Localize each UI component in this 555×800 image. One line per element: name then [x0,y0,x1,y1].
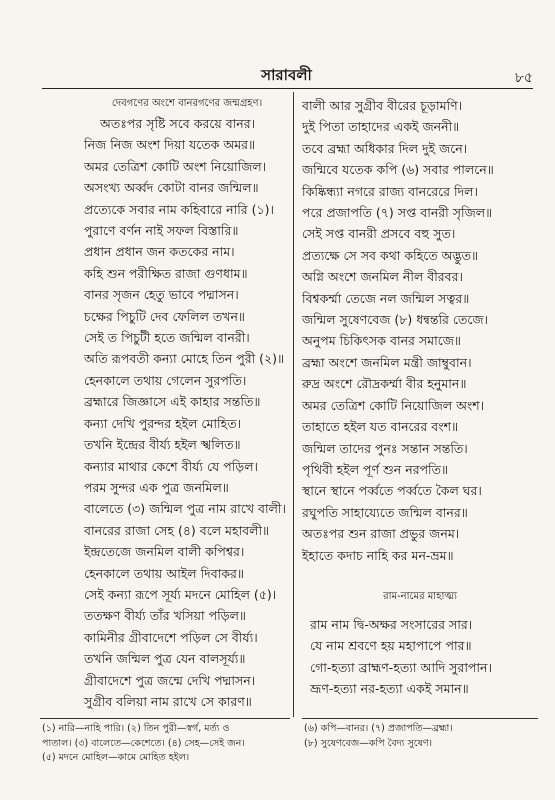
verse-line: তবে ব্রহ্মা অধিকার দিল দুই জনে। [302,140,468,156]
footnote-line: (৫) মদনে মোহিল—কামে মোহিত হইল। [42,752,190,763]
verse-line: চক্ষের পিচুটি দেব ফেলিল তখন॥ [84,308,245,324]
verse-line: কামিনীর গ্রীবাদেশে পড়িল সে বীর্য্য। [84,629,258,645]
verse-line: কন্যার মাথার কেশে বীর্য্য যে পড়িল। [84,458,258,474]
verse-line: জন্মিবে যতেক কপি (৬) সবার পালনে॥ [302,162,494,178]
right-column [302,95,538,700]
verse-line: পরম সুন্দর এক পুত্র জনমিল॥ [84,479,229,495]
verse-line: ইহাতে কদাচ নাহি কর মন-ভ্রম॥ [302,547,454,563]
footnote-line: (১) নারি—নাহি পারি। (২) তিন পুরী—স্বর্গ, মর্ত্য ও [42,723,230,734]
verse-line: হেনকালে তথায় গেলেন সুরপতি। [84,372,247,388]
verse-line: প্রধান প্রধান জন কতকের নাম। [84,244,235,260]
verse-line: প্রত্যক্ষে সে সব কথা কহিতে অদ্ভুত॥ [302,247,479,263]
verse-line: স্থানে স্থানে পর্ব্বতে পর্ব্বতে কৈল ঘর। [302,483,482,499]
verse-line: সেই কন্যা রূপে সূর্য্য মদনে মোহিল (৫)। [84,586,277,602]
verse-line: কিষ্কিন্ধ্যা নগরে রাজ্য বানরেরে দিল। [302,183,478,199]
verse-line: নিজ নিজ অংশ দিয়া যতেক অমর॥ [84,137,256,153]
verse-line: জন্মিল সুষেণবেজ (৮) ধন্বন্তরি তেজে। [302,312,489,328]
verse-line: ব্রহ্মা অংশে জনমিল মন্ত্রী জাম্বুবান। [302,354,472,370]
page-number: ৮৫ [514,70,533,86]
verse-line: গ্রীবাদেশে পুত্র জন্মে দেখি পদ্মাসন। [84,672,256,688]
verse-line: জন্মিল তাদের পুনঃ সন্তান সন্ততি। [302,440,468,456]
verse-line: যে নাম শ্রবণে হয় মহাপাপে পার॥ [310,638,472,654]
page-header [40,64,533,86]
verse-line: গো-হত্যা ব্রাহ্মণ-হত্যা আদি সুরাপান। [310,659,492,675]
verse-line: বানরের রাজা সেহ (৪) বলে মহাবলী॥ [84,522,270,538]
verse-line: অনুপম চিকিৎসক বানর সমাজে॥ [302,333,461,349]
footnote-rule-right [302,718,538,719]
verse-line: সেই ত পিচুটী হতে জন্মিল বানরী। [84,330,250,346]
verse-line: কহি শুন পরীক্ষিত রাজা গুণধাম॥ [84,265,248,281]
verse-line: ইন্দ্রতেজে জনমিল বালী কপিশ্বর। [84,544,245,560]
verse-line: পরে প্রজাপতি (৭) সপ্ত বানরী সৃজিল॥ [302,205,493,221]
verse-line: অতি রূপবতী কন্যা মোহে তিন পুরী (২)॥ [84,351,285,367]
verse-line: ভ্রূণ-হত্যা নর-হত্যা একই সমান॥ [310,681,469,697]
footnote-line: (৮) সুষেণবেজ—কপি বৈদ্য সুষেণ। [304,737,432,749]
column-divider [293,92,294,717]
verse-line: সেই সপ্ত বানরী প্রসবে বহু সুত। [302,226,456,242]
verse-line: পুরাণে বর্ণন নাই সফল বিস্তারি॥ [84,223,239,239]
verse-line: দুই পিতা তাহাদের একই জননী॥ [302,119,460,135]
verse-line: কন্যা দেখি পুরন্দর হইল মোহিত। [84,415,242,431]
verse-line: তখনি জন্মিল পুত্র যেন বালসূর্য্য॥ [84,651,246,667]
verse-line: অগ্নি অংশে জনমিল নীল বীরবর। [302,269,463,285]
verse-line: বিশ্বকর্ম্মা তেজে নল জন্মিল সত্বর॥ [302,290,470,306]
verse-line: ব্রহ্মারে জিজ্ঞাসে এই কাহার সন্ততি॥ [84,394,261,410]
verse-line: অমর তেত্রিশ কোটি নিয়োজিল অংশ। [302,397,485,413]
verse-line: সুগ্রীব বলিয়া নাম রাখে সে কারণ॥ [84,693,252,709]
verse-line: অতঃপর শুন রাজা প্রভুর জনম। [302,526,460,542]
verse-line: তখনি ইন্দ্রের বীর্য্য হইল স্খলিত॥ [84,437,241,453]
footnote-line: পাতাল। (৩) বালেতে—কেশেতে। (৪) সেহ—সেই জন। [42,737,245,749]
verse-line: হেনকালে তথায় আইল দিবাকর॥ [84,565,245,581]
page-title: সারাবলী [261,66,312,84]
verse-line: রাম নাম দ্বি-অক্ষর সংসারের সার। [310,616,473,632]
verse-line: বানর সৃজন হেতু ভাবে পদ্মাসন। [84,287,239,303]
verse-line: বালেতে (৩) জন্মিল পুত্র নাম রাখে বালী। [84,501,286,517]
section-heading-ram-nam: রাম-নামের মাহাত্ম্য [383,590,457,602]
verse-line: তাহাতে হইল যত বানরের বংশ॥ [302,419,459,435]
footnotes-right [304,722,453,751]
left-column [84,95,290,712]
verse-line: রঘুপতি সাহায্যেতে জন্মিল বানর॥ [302,504,468,520]
footnotes-left [42,722,245,766]
verse-line: রুদ্র অংশে রৌদ্রকর্ম্মা বীর হনুমান॥ [302,376,467,392]
verse-line: পৃথিবী হইল পূর্ণ শুন নরপতি॥ [302,461,449,477]
verse-line: অমর তেত্রিশ কোটি অংশ নিয়োজিল। [84,158,267,174]
header-rule [42,88,533,89]
section-heading: দেবগণের অংশে বানরগণের জন্মগ্রহণ। [111,98,263,109]
verse-line: ততক্ষণ বীর্য্য তাঁর খসিয়া পড়িল॥ [84,608,246,624]
verse-line: বালী আর সুগ্রীব বীরের চূড়ামণি। [302,98,463,113]
footnote-rule-left [40,718,290,719]
footnote-line: (৬) কপি—বানর। (৭) প্রজাপতি—ব্রহ্মা। [304,723,453,734]
verse-line: অসংখ্য অর্ব্বদ কোটা বানর জন্মিল॥ [84,180,259,196]
verse-line: প্রত্যেকে সবার নাম কহিবারে নারি (১)। [84,201,274,217]
verse-line: অতঃপর সৃষ্টি সবে করয়ে বানর। [100,116,256,131]
